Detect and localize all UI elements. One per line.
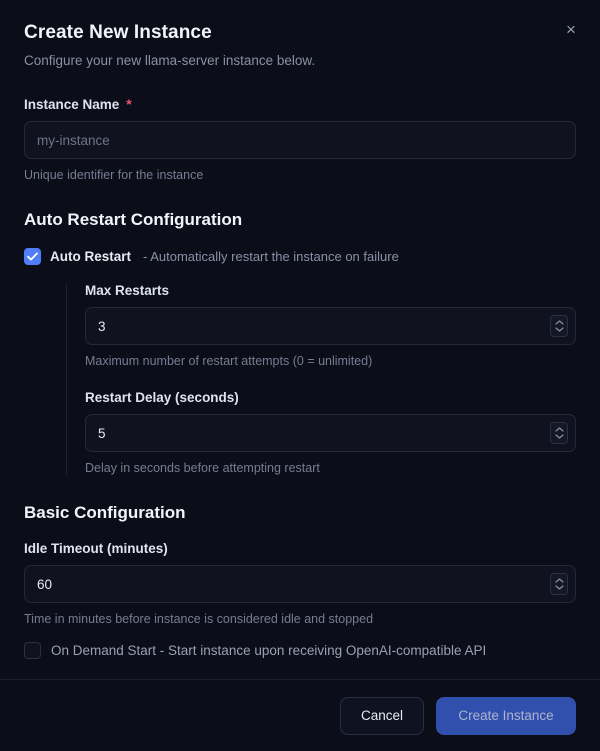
restart-delay-field-group — [85, 390, 576, 475]
close-icon[interactable]: × — [558, 16, 584, 42]
idle-timeout-help: Time in minutes before instance is considered idle and stopped — [24, 612, 374, 626]
instance-name-label-text: Instance Name — [24, 96, 120, 112]
basic-configuration-section-title: Basic Configuration — [24, 503, 186, 522]
instance-name-input-wrap — [24, 121, 576, 159]
idle-timeout-label — [24, 541, 576, 556]
on-demand-start-row-clipped[interactable] — [24, 642, 576, 659]
max-restarts-stepper[interactable] — [550, 315, 568, 337]
required-asterisk: * — [126, 96, 132, 112]
max-restarts-input[interactable] — [85, 307, 576, 345]
on-demand-start-label: On Demand Start - Start instance upon receiving OpenAI-compatible API — [51, 643, 487, 658]
checkmark-icon[interactable] — [24, 248, 41, 265]
auto-restart-note: - Automatically restart the instance on failure — [143, 249, 399, 264]
on-demand-start-checkbox[interactable] — [24, 642, 41, 659]
instance-name-input[interactable] — [24, 121, 576, 159]
max-restarts-field-group — [85, 283, 576, 368]
auto-restart-checkbox-row[interactable] — [24, 248, 576, 265]
idle-timeout-label-text: Idle Timeout (minutes) — [24, 541, 168, 556]
restart-delay-label-text: Restart Delay (seconds) — [85, 390, 239, 405]
instance-name-help: Unique identifier for the instance — [24, 168, 204, 182]
dialog-footer — [0, 679, 600, 751]
create-instance-button[interactable]: Create Instance — [436, 697, 576, 735]
restart-delay-help: Delay in seconds before attempting restart — [85, 461, 320, 475]
max-restarts-label-text: Max Restarts — [85, 283, 170, 298]
max-restarts-help: Maximum number of restart attempts (0 = unlimited) — [85, 354, 373, 368]
cancel-button[interactable]: Cancel — [340, 697, 424, 735]
idle-timeout-input[interactable] — [24, 565, 576, 603]
dialog-subtitle: Configure your new llama-server instance below. — [24, 53, 316, 68]
max-restarts-input-wrap — [85, 307, 576, 345]
idle-timeout-field-group — [24, 541, 576, 626]
restart-delay-input[interactable] — [85, 414, 576, 452]
page-title: Create New Instance — [24, 22, 212, 43]
idle-timeout-stepper[interactable] — [550, 573, 568, 595]
instance-name-field-group — [24, 96, 576, 182]
auto-restart-options — [66, 283, 576, 475]
idle-timeout-input-wrap — [24, 565, 576, 603]
restart-delay-stepper[interactable] — [550, 422, 568, 444]
max-restarts-label — [85, 283, 576, 298]
instance-name-label — [24, 96, 576, 112]
auto-restart-section-title: Auto Restart Configuration — [24, 210, 243, 229]
restart-delay-input-wrap — [85, 414, 576, 452]
auto-restart-label: Auto Restart — [50, 249, 132, 264]
restart-delay-label — [85, 390, 576, 405]
